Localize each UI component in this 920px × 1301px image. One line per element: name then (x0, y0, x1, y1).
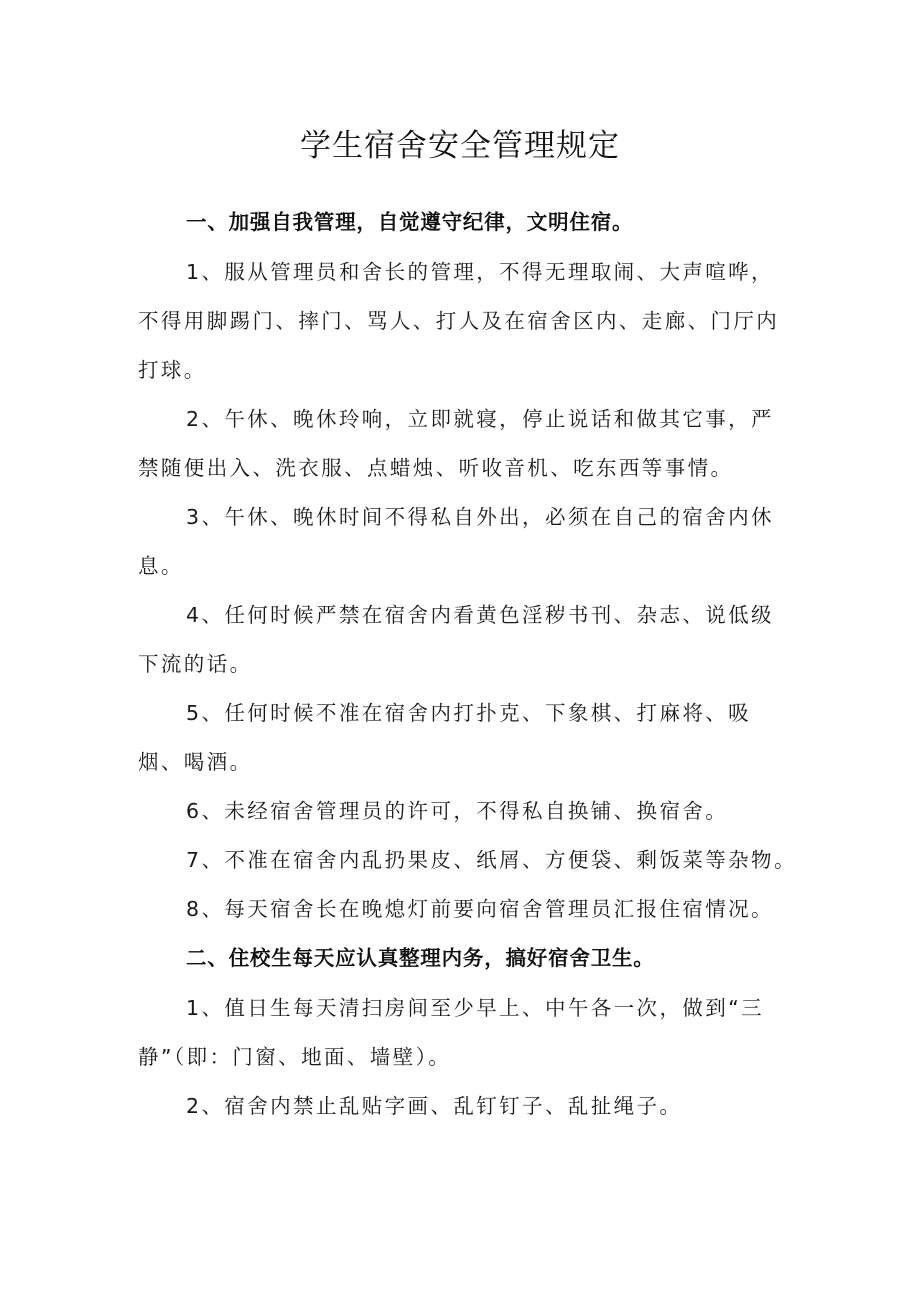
rule-4-line-2: 下流的话。 (138, 652, 253, 676)
rule-2-line-2: 禁随便出入、洗衣服、点蜡烛、听收音机、吃东西等事情。 (138, 456, 734, 480)
rule-5-line-1: 5、任何时候不准在宿舍内打扑克、下象棋、打麻将、吸 (186, 701, 752, 725)
document-title: 学生宿舍安全管理规定 (300, 128, 620, 164)
section-heading-2: 二、住校生每天应认真整理内务，搞好宿舍卫生。 (186, 946, 655, 970)
hygiene-rule-1-line-1: 1、值日生每天清扫房间至少早上、中午各一次，做到“三 (186, 996, 765, 1020)
rule-8: 8、每天宿舍长在晚熄灯前要向宿舍管理员汇报住宿情况。 (186, 897, 774, 921)
rule-1-line-3: 打球。 (138, 358, 207, 382)
rule-7: 7、不准在宿舍内乱扔果皮、纸屑、方便袋、剩饭菜等杂物。 (186, 848, 797, 872)
hygiene-rule-2: 2、宿舍内禁止乱贴字画、乱钉钉子、乱扯绳子。 (186, 1094, 683, 1118)
rule-2-line-1: 2、午休、晚休玲响，立即就寝，停止说话和做其它事，严 (186, 407, 774, 431)
hygiene-rule-1-line-2: 静”（即：门窗、地面、墙壁）。 (138, 1045, 452, 1069)
rule-5-line-2: 烟、喝酒。 (138, 750, 253, 774)
rule-1-line-1: 1、服从管理员和舍长的管理，不得无理取闹、大声喧哗， (186, 260, 774, 284)
rule-3-line-2: 息。 (138, 554, 184, 578)
rule-4-line-1: 4、任何时候严禁在宿舍内看黄色淫秽书刊、杂志、说低级 (186, 603, 774, 627)
section-heading-1: 一、加强自我管理，自觉遵守纪律，文明住宿。 (186, 210, 634, 234)
rule-6: 6、未经宿舍管理员的许可，不得私自换铺、换宿舍。 (186, 799, 729, 823)
rule-3-line-1: 3、午休、晚休时间不得私自外出，必须在自己的宿舍内休 (186, 505, 774, 529)
rule-1-line-2: 不得用脚踢门、摔门、骂人、打人及在宿舍区内、走廊、门厅内 (138, 309, 780, 333)
